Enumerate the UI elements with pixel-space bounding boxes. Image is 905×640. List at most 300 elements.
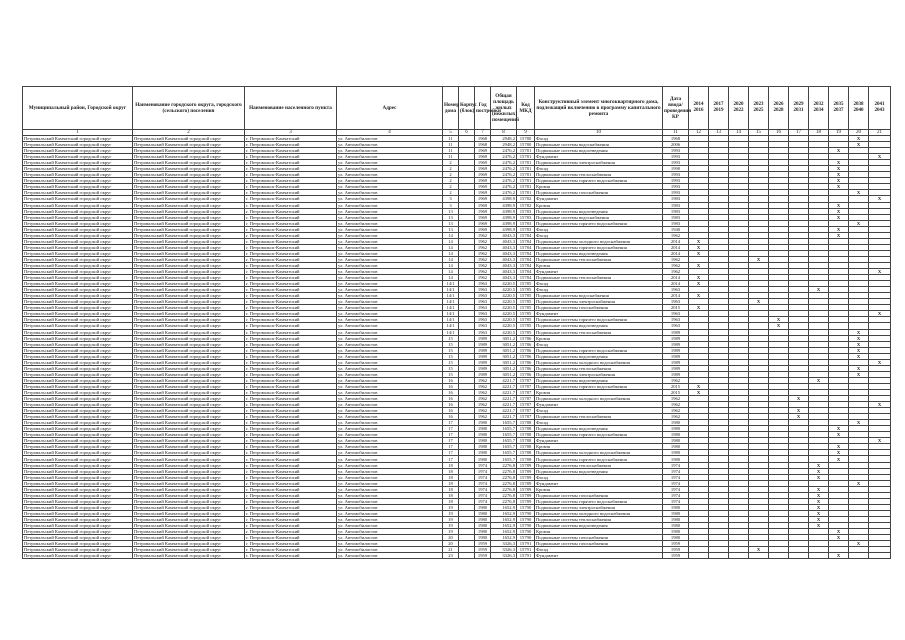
element-cell: Фундамент	[535, 311, 663, 317]
mkd-code-cell: 15789	[517, 492, 535, 498]
district-cell: Петровальский Камчатский городской округ	[23, 377, 133, 383]
district-cell: Петровальский Камчатский городской округ	[23, 498, 133, 504]
column-number: 2	[133, 130, 245, 136]
street-cell: ул. Автомобилистов	[337, 353, 443, 359]
house-number-cell: 15	[443, 353, 459, 359]
build-year-cell: 1963	[475, 287, 491, 293]
house-number-cell: 14	[443, 244, 459, 250]
repair-date-cell: 1962	[663, 232, 689, 238]
settlement-cell: Петровальский Камчатский городской округ	[133, 275, 245, 281]
district-cell: Петровальский Камчатский городской округ	[23, 438, 133, 444]
area-cell: 4398,9	[491, 208, 517, 214]
settlement-cell: Петровальский Камчатский городской округ	[133, 305, 245, 311]
column-number: 15	[749, 130, 769, 136]
settlement-cell: Петровальский Камчатский городской округ	[133, 377, 245, 383]
locality-cell: г. Петровальск-Камчатский	[245, 250, 337, 256]
area-cell: 4220,5	[491, 329, 517, 335]
street-cell: ул. Автомобилистов	[337, 184, 443, 190]
street-cell: ул. Автомобилистов	[337, 462, 443, 468]
period-mark-cell: X	[829, 444, 849, 450]
street-cell: ул. Автомобилистов	[337, 377, 443, 383]
column-header-8: Общая площадь жилых (нежилых) помещений	[491, 87, 517, 130]
period-mark-cell: X	[689, 238, 709, 244]
element-cell: Подвальные системы водоотведения	[535, 468, 663, 474]
element-cell: Фасад	[535, 474, 663, 480]
settlement-cell: Петровальский Камчатский городской округ	[133, 323, 245, 329]
settlement-cell: Петровальский Камчатский городской округ	[133, 510, 245, 516]
district-cell: Петровальский Камчатский городской округ	[23, 269, 133, 275]
build-year-cell: 1989	[475, 371, 491, 377]
locality-cell: г. Петровальск-Камчатский	[245, 317, 337, 323]
column-header-15: 2023 2025	[749, 87, 769, 130]
build-year-cell: 1974	[475, 498, 491, 504]
table-row	[23, 553, 891, 559]
repair-date-cell: 1993	[663, 190, 689, 196]
house-number-cell: 3	[443, 196, 459, 202]
element-cell: Подвальные системы холодного водоснабжения	[535, 238, 663, 244]
locality-cell: г. Петровальск-Камчатский	[245, 281, 337, 287]
settlement-cell: Петровальский Камчатский городской округ	[133, 474, 245, 480]
settlement-cell: Петровальский Камчатский городской округ	[133, 504, 245, 510]
locality-cell: г. Петровальск-Камчатский	[245, 341, 337, 347]
element-cell: Подвальные системы горячего водоснабжения	[535, 178, 663, 184]
area-cell: 2276,8	[491, 486, 517, 492]
house-number-cell: 13	[443, 220, 459, 226]
area-cell: 4043,3	[491, 238, 517, 244]
settlement-cell: Петровальский Камчатский городской округ	[133, 226, 245, 232]
area-cell: 3051,2	[491, 347, 517, 353]
repair-date-cell: 1989	[663, 341, 689, 347]
street-cell: ул. Автомобилистов	[337, 365, 443, 371]
locality-cell: г. Петровальск-Камчатский	[245, 492, 337, 498]
build-year-cell: 1962	[475, 275, 491, 281]
house-number-cell: 11	[443, 136, 459, 142]
street-cell: ул. Автомобилистов	[337, 262, 443, 268]
period-mark-cell: X	[829, 148, 849, 154]
house-number-cell: 18	[443, 462, 459, 468]
street-cell: ул. Автомобилистов	[337, 154, 443, 160]
repair-date-cell: 1974	[663, 468, 689, 474]
house-number-cell: 15	[443, 347, 459, 353]
street-cell: ул. Автомобилистов	[337, 523, 443, 529]
repair-date-cell: 1993	[663, 178, 689, 184]
column-number: 11	[663, 130, 689, 136]
locality-cell: г. Петровальск-Камчатский	[245, 232, 337, 238]
mkd-code-cell: 15782	[517, 202, 535, 208]
repair-date-cell: 1989	[663, 371, 689, 377]
build-year-cell: 1962	[475, 244, 491, 250]
street-cell: ул. Автомобилистов	[337, 426, 443, 432]
district-cell: Петровальский Камчатский городской округ	[23, 468, 133, 474]
house-number-cell: 18	[443, 492, 459, 498]
area-cell: 1652,9	[491, 535, 517, 541]
locality-cell: г. Петровальск-Камчатский	[245, 299, 337, 305]
repair-date-cell: 1980	[663, 529, 689, 535]
street-cell: ул. Автомобилистов	[337, 160, 443, 166]
column-header-6: Корпус (блок)	[459, 87, 475, 130]
settlement-cell: Петровальский Камчатский городской округ	[133, 371, 245, 377]
district-cell: Петровальский Камчатский городской округ	[23, 504, 133, 510]
locality-cell: г. Петровальск-Камчатский	[245, 244, 337, 250]
period-mark-cell: X	[869, 154, 891, 160]
house-number-cell: 14	[443, 232, 459, 238]
house-number-cell: 17	[443, 444, 459, 450]
column-header-17: 2029 2031	[789, 87, 809, 130]
district-cell: Петровальский Камчатский городской округ	[23, 335, 133, 341]
element-cell: Подвальные системы водоотведения	[535, 323, 663, 329]
mkd-code-cell: 15789	[517, 498, 535, 504]
period-mark-cell: X	[849, 365, 869, 371]
period-mark-cell: X	[829, 432, 849, 438]
locality-cell: г. Петровальск-Камчатский	[245, 396, 337, 402]
build-year-cell: 1962	[475, 250, 491, 256]
element-cell: Фундамент	[535, 196, 663, 202]
house-number-cell: 2	[443, 184, 459, 190]
area-cell: 4220,5	[491, 299, 517, 305]
mkd-code-cell: 15791	[517, 541, 535, 547]
area-cell: 3326,3	[491, 553, 517, 559]
repair-date-cell: 1963	[663, 317, 689, 323]
column-header-14: 2020 2022	[729, 87, 749, 130]
house-number-cell: 11	[443, 148, 459, 154]
district-cell: Петровальский Камчатский городской округ	[23, 510, 133, 516]
street-cell: ул. Автомобилистов	[337, 541, 443, 547]
locality-cell: г. Петровальск-Камчатский	[245, 462, 337, 468]
build-year-cell: 1959	[475, 547, 491, 553]
repair-date-cell: 1983	[663, 220, 689, 226]
area-cell: 3051,2	[491, 353, 517, 359]
district-cell: Петровальский Камчатский городской округ	[23, 184, 133, 190]
settlement-cell: Петровальский Камчатский городской округ	[133, 293, 245, 299]
street-cell: ул. Автомобилистов	[337, 480, 443, 486]
element-cell: Кровля	[535, 335, 663, 341]
area-cell: 2476,2	[491, 160, 517, 166]
area-cell: 1655,7	[491, 438, 517, 444]
element-cell: Кровля	[535, 444, 663, 450]
build-year-cell: 1969	[475, 220, 491, 226]
repair-date-cell: 1983	[663, 196, 689, 202]
repair-date-cell: 1980	[663, 504, 689, 510]
locality-cell: г. Петровальск-Камчатский	[245, 468, 337, 474]
period-mark-cell: X	[869, 402, 891, 408]
mkd-code-cell: 15785	[517, 299, 535, 305]
mkd-code-cell: 15782	[517, 196, 535, 202]
locality-cell: г. Петровальск-Камчатский	[245, 208, 337, 214]
repair-date-cell: 2014	[663, 293, 689, 299]
area-cell: 4398,9	[491, 226, 517, 232]
element-cell: Фасад	[535, 281, 663, 287]
area-cell: 2276,8	[491, 474, 517, 480]
street-cell: ул. Автомобилистов	[337, 142, 443, 148]
district-cell: Петровальский Камчатский городской округ	[23, 462, 133, 468]
settlement-cell: Петровальский Камчатский городской округ	[133, 299, 245, 305]
mkd-code-cell: 15788	[517, 426, 535, 432]
period-mark-cell	[869, 553, 891, 559]
locality-cell: г. Петровальск-Камчатский	[245, 262, 337, 268]
house-number-cell: 17	[443, 450, 459, 456]
repair-date-cell: 2015	[663, 305, 689, 311]
period-mark-cell: X	[689, 275, 709, 281]
district-cell: Петровальский Камчатский городской округ	[23, 365, 133, 371]
build-year-cell: 1963	[475, 305, 491, 311]
element-cell: Фундамент	[535, 438, 663, 444]
locality-cell: г. Петровальск-Камчатский	[245, 226, 337, 232]
column-header-11: Дата ввода/проведения КР	[663, 87, 689, 130]
district-cell: Петровальский Камчатский городской округ	[23, 474, 133, 480]
build-year-cell: 1980	[475, 420, 491, 426]
district-cell: Петровальский Камчатский городской округ	[23, 408, 133, 414]
settlement-cell: Петровальский Камчатский городской округ	[133, 529, 245, 535]
locality-cell: г. Петровальск-Камчатский	[245, 383, 337, 389]
house-number-cell: 2	[443, 160, 459, 166]
header-row	[23, 87, 891, 130]
build-year-cell: 1989	[475, 341, 491, 347]
area-cell: 1655,7	[491, 450, 517, 456]
settlement-cell: Петровальский Камчатский городской округ	[133, 142, 245, 148]
street-cell: ул. Автомобилистов	[337, 329, 443, 335]
district-cell: Петровальский Камчатский городской округ	[23, 480, 133, 486]
house-number-cell: 14	[443, 262, 459, 268]
locality-cell: г. Петровальск-Камчатский	[245, 432, 337, 438]
build-year-cell: 1962	[475, 269, 491, 275]
column-header-21: 2041 2043	[869, 87, 891, 130]
repair-date-cell: 1974	[663, 486, 689, 492]
district-cell: Петровальский Камчатский городской округ	[23, 202, 133, 208]
mkd-code-cell: 15781	[517, 160, 535, 166]
house-number-cell: 18	[443, 468, 459, 474]
mkd-code-cell: 15785	[517, 281, 535, 287]
locality-cell: г. Петровальск-Камчатский	[245, 523, 337, 529]
settlement-cell: Петровальский Камчатский городской округ	[133, 154, 245, 160]
district-cell: Петровальский Камчатский городской округ	[23, 492, 133, 498]
street-cell: ул. Автомобилистов	[337, 196, 443, 202]
repair-date-cell: 1962	[663, 377, 689, 383]
mkd-code-cell: 15786	[517, 371, 535, 377]
house-number-cell: 15	[443, 365, 459, 371]
locality-cell: г. Петровальск-Камчатский	[245, 347, 337, 353]
settlement-cell: Петровальский Камчатский городской округ	[133, 444, 245, 450]
period-mark-cell: X	[849, 136, 869, 142]
house-number-cell: 19	[443, 516, 459, 522]
period-mark-cell: X	[829, 178, 849, 184]
repair-date-cell: 1990	[663, 166, 689, 172]
district-cell: Петровальский Камчатский городской округ	[23, 238, 133, 244]
district-cell: Петровальский Камчатский городской округ	[23, 287, 133, 293]
column-number: 8	[491, 130, 517, 136]
element-cell: Подвальные системы газоснабжения	[535, 492, 663, 498]
build-year-cell: 1959	[475, 541, 491, 547]
period-mark-cell	[809, 553, 829, 559]
element-cell: Подвальные системы газоснабжения	[535, 535, 663, 541]
district-cell: Петровальский Камчатский городской округ	[23, 226, 133, 232]
mkd-code-cell: 15786	[517, 353, 535, 359]
settlement-cell: Петровальский Камчатский городской округ	[133, 480, 245, 486]
house-number-cell: 16	[443, 389, 459, 395]
build-year-cell: 1989	[475, 359, 491, 365]
settlement-cell: Петровальский Камчатский городской округ	[133, 269, 245, 275]
build-year-cell: 1969	[475, 166, 491, 172]
settlement-cell: Петровальский Камчатский городской округ	[133, 541, 245, 547]
repair-date-cell: 1962	[663, 269, 689, 275]
period-mark-cell: X	[769, 323, 789, 329]
build-year-cell: 1959	[475, 553, 491, 559]
locality-cell: г. Петровальск-Камчатский	[245, 541, 337, 547]
mkd-code-cell: 15788	[517, 432, 535, 438]
repair-date-cell: 1940	[663, 226, 689, 232]
repair-date-cell: 1989	[663, 335, 689, 341]
period-mark-cell: X	[829, 226, 849, 232]
repair-date-cell: 1959	[663, 553, 689, 559]
locality-cell: г. Петровальск-Камчатский	[245, 196, 337, 202]
area-cell: 1655,7	[491, 420, 517, 426]
build-year-cell: 1980	[475, 529, 491, 535]
area-cell: 4398,9	[491, 220, 517, 226]
settlement-cell: Петровальский Камчатский городской округ	[133, 353, 245, 359]
build-year-cell: 1969	[475, 202, 491, 208]
house-number-cell: 15	[443, 371, 459, 377]
district-cell: Петровальский Камчатский городской округ	[23, 432, 133, 438]
locality-cell: г. Петровальск-Камчатский	[245, 529, 337, 535]
build-year-cell: 1963	[475, 299, 491, 305]
build-year-cell: 1974	[475, 486, 491, 492]
register-sheet	[22, 86, 890, 559]
settlement-cell: Петровальский Камчатский городской округ	[133, 311, 245, 317]
street-cell: ул. Автомобилистов	[337, 317, 443, 323]
mkd-code-cell: 15790	[517, 535, 535, 541]
mkd-code-cell: 15785	[517, 317, 535, 323]
repair-date-cell: 1963	[663, 287, 689, 293]
locality-cell: г. Петровальск-Камчатский	[245, 214, 337, 220]
period-mark-cell: X	[809, 516, 829, 522]
block-cell	[459, 553, 475, 559]
house-number-cell: 20	[443, 535, 459, 541]
element-cell: Фасад	[535, 420, 663, 426]
area-cell: 4043,3	[491, 232, 517, 238]
settlement-cell: Петровальский Камчатский городской округ	[133, 287, 245, 293]
element-cell: Фасад	[535, 136, 663, 142]
street-cell: ул. Автомобилистов	[337, 202, 443, 208]
mkd-code-cell: 15788	[517, 444, 535, 450]
mkd-code-cell: 15788	[517, 450, 535, 456]
street-cell: ул. Автомобилистов	[337, 383, 443, 389]
street-cell: ул. Автомобилистов	[337, 341, 443, 347]
element-cell: Подвальные системы газоснабжения	[535, 305, 663, 311]
street-cell: ул. Автомобилистов	[337, 311, 443, 317]
street-cell: ул. Автомобилистов	[337, 323, 443, 329]
area-cell: 2476,2	[491, 148, 517, 154]
period-mark-cell	[789, 553, 809, 559]
element-cell: Подвальные системы водоотведения	[535, 523, 663, 529]
house-number-cell: 19	[443, 510, 459, 516]
street-cell: ул. Автомобилистов	[337, 226, 443, 232]
repair-date-cell: 1974	[663, 480, 689, 486]
build-year-cell: 1980	[475, 516, 491, 522]
street-cell: ул. Автомобилистов	[337, 172, 443, 178]
district-cell: Петровальский Камчатский городской округ	[23, 541, 133, 547]
build-year-cell: 1969	[475, 208, 491, 214]
element-cell: Подвальные системы водоотведения	[535, 148, 663, 154]
element-cell: Подвальные системы водоотведения	[535, 426, 663, 432]
settlement-cell: Петровальский Камчатский городской округ	[133, 335, 245, 341]
area-cell: 4043,3	[491, 275, 517, 281]
house-number-cell: 13	[443, 226, 459, 232]
settlement-cell: Петровальский Камчатский городской округ	[133, 172, 245, 178]
area-cell: 2276,8	[491, 468, 517, 474]
column-number: 17	[789, 130, 809, 136]
district-cell: Петровальский Камчатский городской округ	[23, 329, 133, 335]
column-number: 1	[23, 130, 133, 136]
settlement-cell: Петровальский Камчатский городской округ	[133, 432, 245, 438]
locality-cell: г. Петровальск-Камчатский	[245, 371, 337, 377]
column-header-13: 2017 2019	[709, 87, 729, 130]
district-cell: Петровальский Камчатский городской округ	[23, 311, 133, 317]
district-cell: Петровальский Камчатский городской округ	[23, 142, 133, 148]
settlement-cell: Петровальский Камчатский городской округ	[133, 190, 245, 196]
element-cell: Фасад	[535, 287, 663, 293]
mkd-code-cell: 15789	[517, 468, 535, 474]
locality-cell: г. Петровальск-Камчатский	[245, 516, 337, 522]
period-mark-cell	[749, 553, 769, 559]
street-cell: ул. Автомобилистов	[337, 238, 443, 244]
element-cell: Кровля	[535, 486, 663, 492]
column-number: 3	[245, 130, 337, 136]
build-year-cell: 1989	[475, 365, 491, 371]
column-header-19: 2035 2037	[829, 87, 849, 130]
area-cell: 2276,8	[491, 498, 517, 504]
district-cell: Петровальский Камчатский городской округ	[23, 305, 133, 311]
district-cell: Петровальский Камчатский городской округ	[23, 516, 133, 522]
period-mark-cell: X	[849, 347, 869, 353]
build-year-cell: 1963	[475, 293, 491, 299]
column-header-9: Код МКД	[517, 87, 535, 130]
area-cell: 4220,5	[491, 317, 517, 323]
street-cell: ул. Автомобилистов	[337, 535, 443, 541]
build-year-cell: 1962	[475, 396, 491, 402]
settlement-cell: Петровальский Камчатский городской округ	[133, 547, 245, 553]
build-year-cell: 1974	[475, 480, 491, 486]
element-cell: Подвальные системы водоотведения	[535, 208, 663, 214]
build-year-cell: 1980	[475, 438, 491, 444]
repair-date-cell: 1989	[663, 353, 689, 359]
column-header-20: 2038 2040	[849, 87, 869, 130]
period-mark-cell: X	[829, 208, 849, 214]
area-cell: 4398,9	[491, 196, 517, 202]
settlement-cell: Петровальский Камчатский городской округ	[133, 347, 245, 353]
column-number: 4	[337, 130, 443, 136]
area-cell: 4220,5	[491, 293, 517, 299]
repair-date-cell: 1974	[663, 498, 689, 504]
street-cell: ул. Автомобилистов	[337, 468, 443, 474]
street-cell: ул. Автомобилистов	[337, 547, 443, 553]
district-cell: Петровальский Камчатский городской округ	[23, 250, 133, 256]
district-cell: Петровальский Камчатский городской округ	[23, 172, 133, 178]
element-cell: Подвальные системы теплоснабжения	[535, 414, 663, 420]
settlement-cell: Петровальский Камчатский городской округ	[133, 256, 245, 262]
repair-date-cell: 1963	[663, 311, 689, 317]
period-mark-cell: X	[829, 202, 849, 208]
build-year-cell: 1974	[475, 492, 491, 498]
period-mark-cell: X	[849, 335, 869, 341]
settlement-cell: Петровальский Камчатский городской округ	[133, 341, 245, 347]
area-cell: 4043,3	[491, 262, 517, 268]
repair-date-cell: 1980	[663, 510, 689, 516]
mkd-code-cell: 15781	[517, 154, 535, 160]
locality-cell: г. Петровальск-Камчатский	[245, 293, 337, 299]
period-mark-cell: X	[769, 317, 789, 323]
locality-cell: г. Петровальск-Камчатский	[245, 220, 337, 226]
area-cell: 3051,2	[491, 359, 517, 365]
district-cell: Петровальский Камчатский городской округ	[23, 341, 133, 347]
